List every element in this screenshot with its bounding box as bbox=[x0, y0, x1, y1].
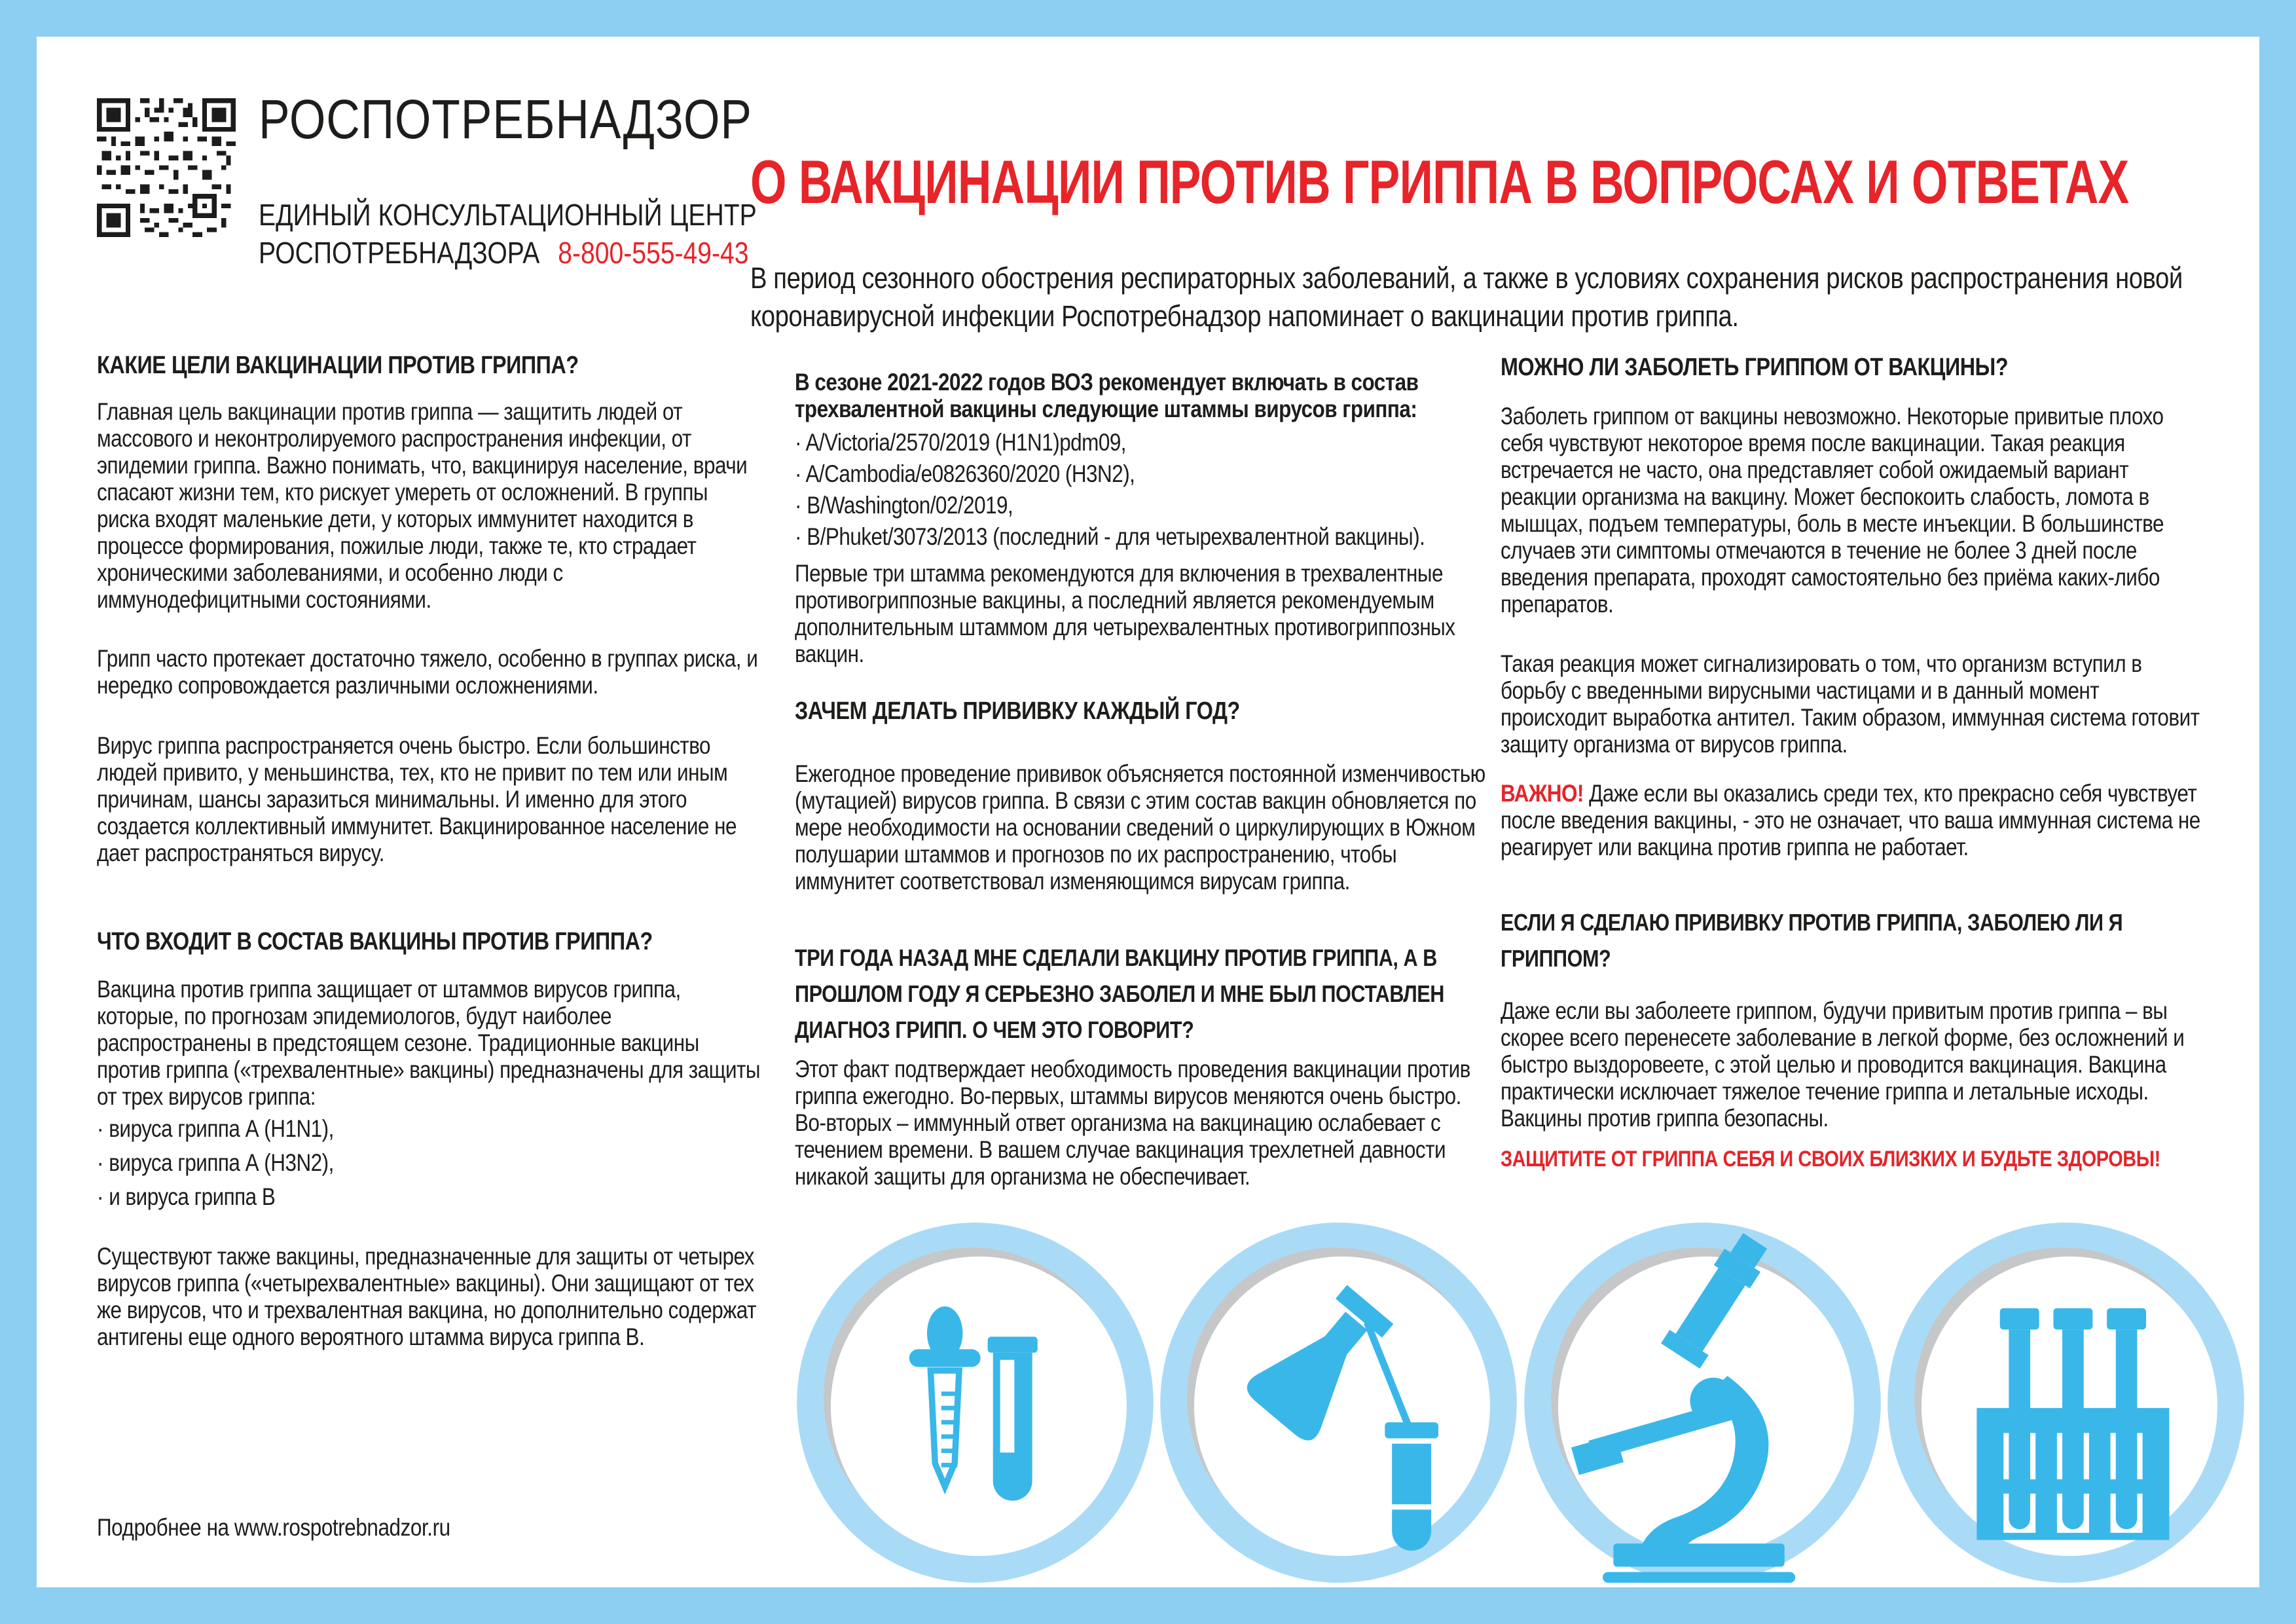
question-three-years-heading: ТРИ ГОДА НАЗАД МНЕ СДЕЛАЛИ ВАКЦИНУ ПРОТИВ ГРИППА, А В ПРОШЛОМ ГОДУ Я СЕРЬЕЗНО ЗАБОЛЕЛ И МНЕ БЫЛ ПОСТАВЛЕН ДИАГНОЗ ГРИПП. О ЧЕМ ЭТО ГОВОРИТ? bbox=[795, 944, 1444, 1043]
logo-wordmark: РОСПОТРЕБНАДЗОР bbox=[259, 88, 752, 150]
microscope-icon bbox=[1524, 1223, 1881, 1583]
strain-list bbox=[795, 427, 1491, 553]
question-sick-from-vaccine-heading: МОЖНО ЛИ ЗАБОЛЕТЬ ГРИППОМ ОТ ВАКЦИНЫ? bbox=[1501, 354, 2009, 381]
question-will-i-get-flu-heading: ЕСЛИ Я СДЕЛАЮ ПРИВИВКУ ПРОТИВ ГРИППА, ЗАБОЛЕЮ ЛИ Я ГРИППОМ? bbox=[1501, 909, 2123, 972]
sick-from-vaccine-paragraph-2: Такая реакция может сигнализировать о том, что организм вступил в борьбу с введенными вирусными частицами и в данный момент происходит выработка антител. Таким образом, иммунная система готовит защиту организма от вирусов гриппа. bbox=[1501, 650, 2200, 758]
more-info-text: Подробнее на www.rospotrebnadzor.ru bbox=[97, 1514, 450, 1541]
test-tube-rack-icon bbox=[1887, 1223, 2244, 1583]
list-item: · B/Phuket/3073/2013 (последний - для четырехвалентной вакцины). bbox=[795, 523, 1425, 550]
flask-pouring-into-tube-icon bbox=[1160, 1223, 1517, 1583]
list-item: · и вируса гриппа В bbox=[97, 1183, 276, 1210]
column-1 bbox=[97, 347, 762, 1598]
page-title: О ВАКЦИНАЦИИ ПРОТИВ ГРИППА В ВОПРОСАХ И ОТВЕТАХ bbox=[750, 147, 2129, 216]
list-item: · A/Cambodia/e0826360/2020 (H3N2), bbox=[795, 460, 1135, 487]
icon-circle-4 bbox=[1887, 1223, 2244, 1583]
who-season-lead: В сезоне 2021-2022 годов ВОЗ рекомендует включать в состав трехвалентной вакцины следующие штаммы вирусов гриппа: bbox=[795, 369, 1419, 422]
question-yearly-heading: ЗАЧЕМ ДЕЛАТЬ ПРИВИВКУ КАЖДЫЙ ГОД? bbox=[795, 697, 1240, 725]
icon-circle-2 bbox=[1160, 1223, 1517, 1583]
list-item: · B/Washington/02/2019, bbox=[795, 492, 1013, 519]
composition-paragraph: Вакцина против гриппа защищает от штаммов вирусов гриппа, которые, по прогнозам эпидемиологов, будут наиболее распространены в предстоящем сезоне. Традиционные вакцины против гриппа («трехвалентные» вакцины) предназначены для защиты от трех вирусов гриппа: bbox=[97, 976, 761, 1110]
will-i-get-flu-paragraph: Даже если вы заболеете гриппом, будучи привитым против гриппа – вы скорее всего перенесете заболевание в легкой форме, без осложнений и быстро выздоровеете, с этой целью и проводится вакцинация. Вакцина практически исключает тяжелое течение гриппа и летальные исходы. Вакцины против гриппа безопасны. bbox=[1501, 997, 2185, 1132]
protect-cta-text: ЗАЩИТИТЕ ОТ ГРИППА СЕБЯ И СВОИХ БЛИЗКИХ И БУДЬТЕ ЗДОРОВЫ! bbox=[1501, 1147, 2160, 1172]
important-text: Даже если вы оказались среди тех, кто прекрасно себя чувствует после введения вакцины, - это не означает, что ваша иммунная система не реагирует или вакцина против гриппа не работает. bbox=[1501, 780, 2200, 860]
question-goals-heading: КАКИЕ ЦЕЛИ ВАКЦИНАЦИИ ПРОТИВ ГРИППА? bbox=[97, 352, 579, 379]
hotline-org: РОСПОТРЕБНАДЗОРА bbox=[259, 236, 540, 270]
list-item: · A/Victoria/2570/2019 (H1N1)pdm09, bbox=[795, 429, 1127, 456]
dropper-and-test-tube-icon bbox=[797, 1223, 1154, 1583]
goals-paragraph-1: Главная цель вакцинации против гриппа — защитить людей от массового и неконтролируемого распространения инфекции, от эпидемии гриппа. Важно понимать, что, вакцинируя население, врачи спасают жизни тем, кто рискует умереть от осложнений. В группы риска входят маленькие дети, у которых иммунитет находится в процессе формирования, пожилые люди, также те, кто страдает хроническими заболеваниями, и особенно люди с иммунодефицитными состояниями. bbox=[97, 398, 748, 613]
goals-paragraph-2: Грипп часто протекает достаточно тяжело, особенно в группах риска, и нередко сопровождается различными осложнениями. bbox=[97, 645, 758, 699]
trivalent-virus-list bbox=[97, 1112, 762, 1214]
hotline-phone: 8-800-555-49-43 bbox=[558, 236, 749, 270]
important-label: ВАЖНО! bbox=[1501, 780, 1584, 807]
question-composition-heading: ЧТО ВХОДИТ В СОСТАВ ВАКЦИНЫ ПРОТИВ ГРИППА? bbox=[97, 928, 653, 955]
strains-note-paragraph: Первые три штамма рекомендуются для включения в трехвалентные противогриппозные вакцины, а последний является рекомендуемым дополнительным штаммом для четырехвалентных противогриппозных вакцин. bbox=[795, 560, 1455, 667]
icon-circle-1 bbox=[797, 1223, 1154, 1583]
goals-paragraph-3: Вирус гриппа распространяется очень быстро. Если большинство людей привито, у меньшинства, тех, кто не привит по тем или иным причинам, шансы заразиться минимальны. И именно для этого создается коллективный иммунитет. Вакцинированное население не дает распространяться вирусу. bbox=[97, 732, 737, 866]
list-item: · вируса гриппа А (H3N2), bbox=[97, 1149, 334, 1176]
important-paragraph bbox=[1501, 780, 2203, 860]
hotline-center-name: ЕДИНЫЙ КОНСУЛЬТАЦИОННЫЙ ЦЕНТР bbox=[259, 198, 757, 232]
three-years-paragraph: Этот факт подтверждает необходимость проведения вакцинации против гриппа ежегодно. Во-первых, штаммы вирусов меняются очень быстро. Во-вторых – иммунный ответ организма на вакцинацию ослабевает с течением времени. В вашем случае вакцинация трехлетней давности никакой защиты для организма не обеспечивает. bbox=[795, 1056, 1470, 1190]
qr-code-icon bbox=[97, 98, 236, 237]
icon-circle-3 bbox=[1524, 1223, 1881, 1583]
sick-from-vaccine-paragraph-1: Заболеть гриппом от вакцины невозможно. Некоторые привитые плохо себя чувствуют некоторое время после вакцинации. Такая реакция встречается не часто, она представляет собой ожидаемый вариант реакции организма на вакцину. Может беспокоить слабость, ломота в мышцах, подъем температуры, боль в месте инъекции. В большинстве случаев эти симптомы отмечаются в течение не более 3 дней после введения препарата, проходят самостоятельно без приёма каких-либо препаратов. bbox=[1501, 403, 2164, 618]
page-subtitle: В период сезонного обострения респираторных заболеваний, а также в условиях сохранения рисков распространения новой коронавирусной инфекции Роспотребнадзор напоминает о вакцинации против гриппа. bbox=[750, 261, 2183, 333]
quadrivalent-paragraph: Существуют также вакцины, предназначенные для защиты от четырех вирусов гриппа («четырехвалентные» вакцины). Они защищают от тех же вирусов, что и трехвалентная вакцина, но дополнительно содержат антигены еще одного вероятного штамма вируса гриппа В. bbox=[97, 1243, 756, 1350]
hotline-row bbox=[259, 236, 748, 270]
yearly-paragraph: Ежегодное проведение прививок объясняется постоянной изменчивостью (мутацией) вирусов гриппа. В связи с этим состав вакцин обновляется по мере необходимости на основании сведений о циркулирующих в Южном полушарии штаммов и прогнозов по их распространению, чтобы иммунитет соответствовал изменяющимся вирусам гриппа. bbox=[795, 760, 1485, 895]
list-item: · вируса гриппа А (H1N1), bbox=[97, 1115, 334, 1142]
